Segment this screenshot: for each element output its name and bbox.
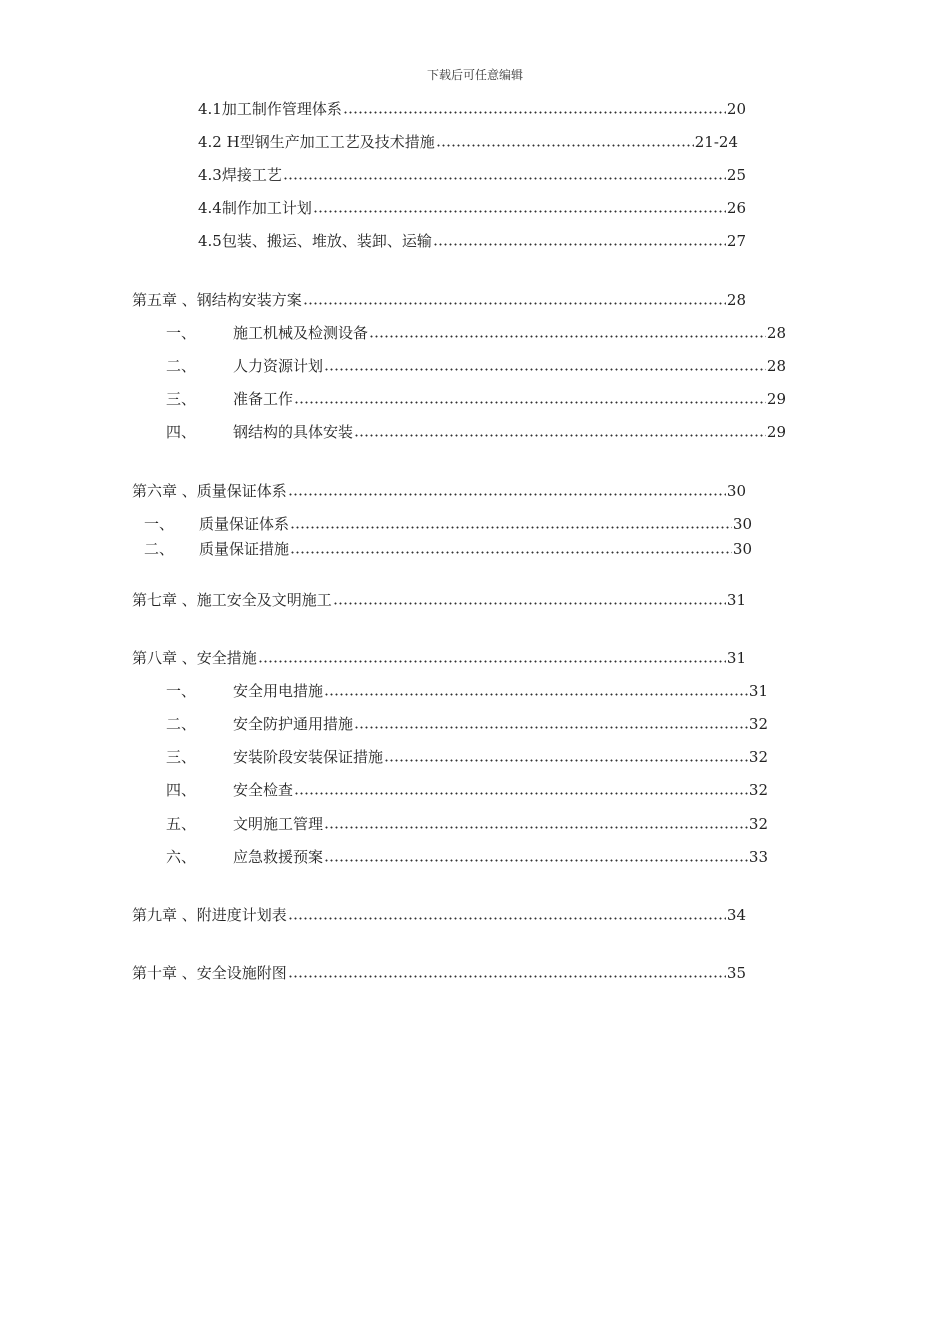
toc-entry-4-4[interactable] <box>198 197 746 219</box>
toc-chapter-5[interactable] <box>132 289 746 311</box>
toc-leader-dots <box>436 144 694 147</box>
toc-entry-8-5[interactable] <box>166 813 768 835</box>
toc-entry-index: 四、 <box>166 781 197 799</box>
toc-page-number: 31 <box>726 591 746 609</box>
toc-leader-dots <box>294 792 748 795</box>
toc-entry-5-4[interactable] <box>166 421 786 443</box>
toc-entry-index: 一、 <box>166 682 197 700</box>
toc-entry-index: 二、 <box>144 540 175 558</box>
toc-chapter-9[interactable] <box>132 904 746 926</box>
toc-entry-5-3[interactable] <box>166 388 786 410</box>
toc-leader-dots <box>313 210 726 213</box>
toc-chapter-title: 第六章 、质量保证体系 <box>132 482 287 500</box>
toc-entry-4-2[interactable] <box>198 131 738 153</box>
toc-entry-index: 六、 <box>166 848 197 866</box>
toc-page-number: 31 <box>748 682 768 700</box>
toc-page-number: 27 <box>726 232 746 250</box>
toc-chapter-title: 第九章 、附进度计划表 <box>132 906 287 924</box>
toc-entry-8-1[interactable] <box>166 680 768 702</box>
toc-leader-dots <box>354 434 766 437</box>
toc-page-number: 32 <box>748 781 768 799</box>
toc-leader-dots <box>288 975 726 978</box>
toc-leader-dots <box>343 111 726 114</box>
toc-entry-4-5[interactable] <box>198 230 746 252</box>
toc-page-number: 25 <box>726 166 746 184</box>
toc-entry-title: 钢结构的具体安装 <box>233 423 354 441</box>
toc-entry-title: 质量保证措施 <box>199 540 290 558</box>
toc-leader-dots <box>290 526 732 529</box>
toc-leader-dots <box>290 551 732 554</box>
toc-chapter-7[interactable] <box>132 589 746 611</box>
toc-entry-index: 二、 <box>166 357 197 375</box>
toc-entry-6-2[interactable] <box>144 538 752 560</box>
toc-entry-index: 五、 <box>166 815 197 833</box>
toc-page-number: 30 <box>732 515 752 533</box>
toc-leader-dots <box>288 917 726 920</box>
toc-entry-title: 准备工作 <box>233 390 294 408</box>
toc-page-number: 28 <box>766 357 786 375</box>
toc-entry-8-6[interactable] <box>166 846 768 868</box>
toc-leader-dots <box>324 368 766 371</box>
toc-chapter-title: 第七章 、施工安全及文明施工 <box>132 591 332 609</box>
toc-entry-title: 文明施工管理 <box>233 815 324 833</box>
toc-leader-dots <box>384 759 748 762</box>
toc-entry-title: 安全用电措施 <box>233 682 324 700</box>
toc-page-number: 32 <box>748 715 768 733</box>
toc-entry-4-3[interactable] <box>198 164 746 186</box>
toc-chapter-title: 第五章 、钢结构安装方案 <box>132 291 302 309</box>
toc-entry-title: 应急救援预案 <box>233 848 324 866</box>
toc-leader-dots <box>324 859 748 862</box>
toc-page-number: 33 <box>748 848 768 866</box>
toc-entry-index: 一、 <box>144 515 175 533</box>
toc-entry-title: 安全防护通用措施 <box>233 715 354 733</box>
toc-chapter-8[interactable] <box>132 647 746 669</box>
toc-leader-dots <box>294 401 766 404</box>
toc-entry-8-2[interactable] <box>166 713 768 735</box>
toc-page-number: 31 <box>726 649 746 667</box>
toc-entry-title: 施工机械及检测设备 <box>233 324 369 342</box>
toc-leader-dots <box>258 660 726 663</box>
toc-page-number: 29 <box>766 390 786 408</box>
toc-entry-title: 安装阶段安装保证措施 <box>233 748 384 766</box>
toc-page-number: 28 <box>726 291 746 309</box>
toc-page-number: 30 <box>726 482 746 500</box>
toc-entry-index: 一、 <box>166 324 197 342</box>
toc-page-number: 28 <box>766 324 786 342</box>
toc-leader-dots <box>354 726 748 729</box>
toc-page-number: 30 <box>732 540 752 558</box>
toc-entry-4-1[interactable] <box>198 98 746 120</box>
page-header: 下载后可任意编辑 <box>426 68 523 82</box>
toc-leader-dots <box>333 602 726 605</box>
toc-leader-dots <box>369 335 766 338</box>
toc-leader-dots <box>288 493 726 496</box>
toc-entry-title: 4.1加工制作管理体系 <box>198 100 342 118</box>
toc-entry-title: 4.5包装、搬运、堆放、装卸、运输 <box>198 232 432 250</box>
toc-entry-6-1[interactable] <box>144 513 752 535</box>
toc-page-number: 35 <box>726 964 746 982</box>
toc-leader-dots <box>324 826 748 829</box>
toc-chapter-title: 第八章 、安全措施 <box>132 649 257 667</box>
toc-page-number: 34 <box>726 906 746 924</box>
toc-entry-title: 质量保证体系 <box>199 515 290 533</box>
toc-chapter-6[interactable] <box>132 480 746 502</box>
toc-page-number: 32 <box>748 748 768 766</box>
toc-leader-dots <box>433 243 726 246</box>
toc-entry-title: 4.4制作加工计划 <box>198 199 312 217</box>
toc-entry-index: 四、 <box>166 423 197 441</box>
toc-entry-title: 4.3焊接工艺 <box>198 166 282 184</box>
toc-entry-index: 二、 <box>166 715 197 733</box>
toc-entry-index: 三、 <box>166 390 197 408</box>
toc-entry-8-3[interactable] <box>166 746 768 768</box>
toc-leader-dots <box>283 177 726 180</box>
toc-page-number: 20 <box>726 100 746 118</box>
toc-entry-5-2[interactable] <box>166 355 786 377</box>
toc-entry-title: 安全检查 <box>233 781 294 799</box>
toc-chapter-title: 第十章 、安全设施附图 <box>132 964 287 982</box>
toc-entry-title: 人力资源计划 <box>233 357 324 375</box>
toc-page-number: 32 <box>748 815 768 833</box>
toc-page-number: 29 <box>766 423 786 441</box>
toc-entry-title: 4.2 H型钢生产加工工艺及技术措施 <box>198 133 435 151</box>
toc-page-number: 21-24 <box>694 133 738 151</box>
toc-entry-8-4[interactable] <box>166 779 768 801</box>
toc-entry-index: 三、 <box>166 748 197 766</box>
toc-leader-dots <box>324 693 748 696</box>
toc-leader-dots <box>303 302 726 305</box>
toc-page-number: 26 <box>726 199 746 217</box>
toc-entry-5-1[interactable] <box>166 322 786 344</box>
toc-chapter-10[interactable] <box>132 962 746 984</box>
